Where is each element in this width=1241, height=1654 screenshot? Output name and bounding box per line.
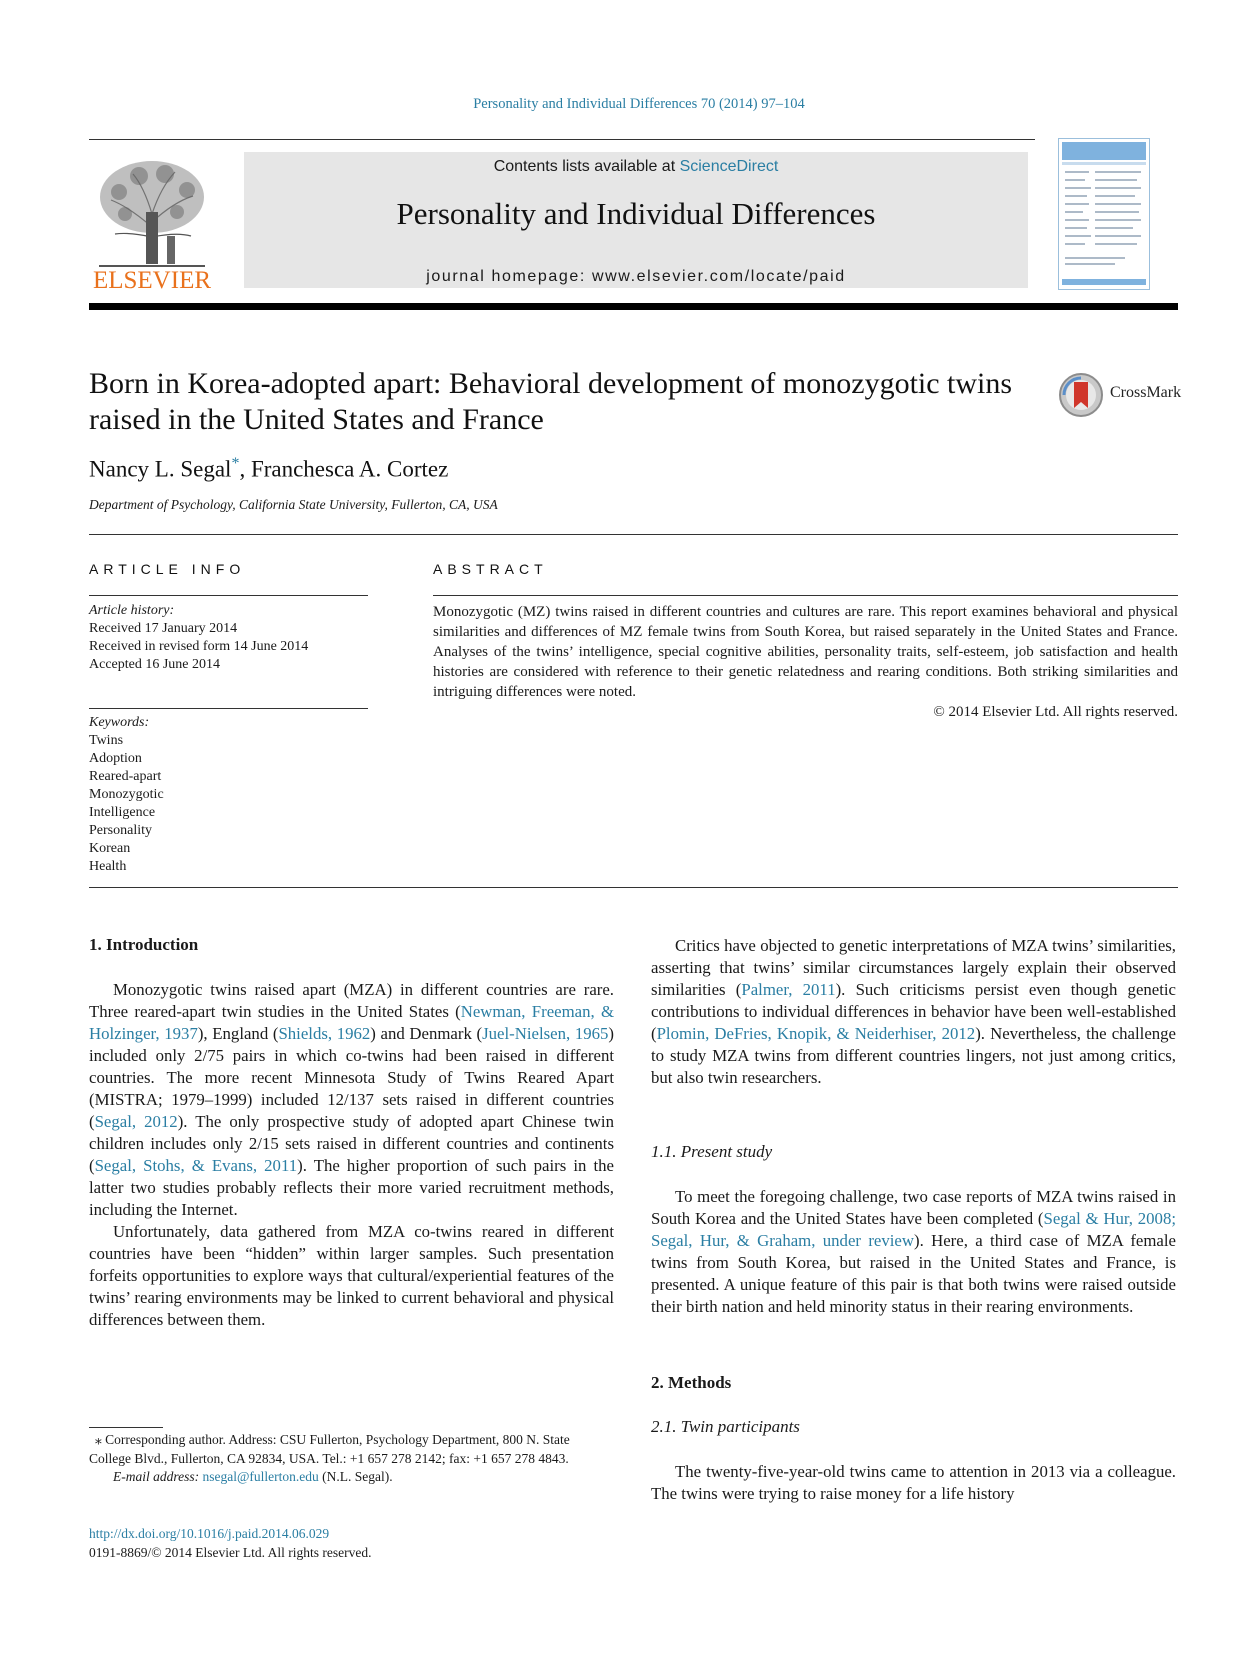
author-separator: , <box>239 456 251 482</box>
paragraph <box>651 935 1176 1089</box>
issn-copyright: 0191-8869/© 2014 Elsevier Ltd. All rights reserved. <box>89 1544 372 1560</box>
contents-line <box>244 158 1028 176</box>
keyword: Intelligence <box>89 805 156 820</box>
abstract-copyright: © 2014 Elsevier Ltd. All rights reserved. <box>933 704 1178 720</box>
paragraph-text: ). Such criticisms persist even though genetic contributions to individual differences in behavior have been well-established ( <box>651 980 1176 1043</box>
paragraph-text: ) included only 2/75 pairs in which co-twins had been raised in different countries. The more recent Minnesota Study of Twins Reared Apart (MISTRA; 1979–1999) included 12/137 sets raised in different countries ( <box>89 1024 614 1131</box>
crossmark-badge[interactable] <box>1058 372 1188 418</box>
citation-link[interactable]: Shields, 1962 <box>278 1024 371 1043</box>
citation-link[interactable]: Newman, Freeman, & Holzinger, 1937 <box>89 1002 615 1043</box>
keyword: Personality <box>89 823 152 838</box>
paragraph-text: ), England ( <box>197 1024 279 1043</box>
footnote-rule <box>89 1427 163 1428</box>
footnote <box>89 1431 614 1487</box>
paragraph: Unfortunately, data gathered from MZA co-twins reared in different countries have been “hidden” within larger samples. Such presentation forfeits opportunities to explore ways that cultural/experiential features of the twins’ rearing environments may be linked to current behavioral and physical differences between them. <box>89 1222 614 1329</box>
paragraph-text: Critics have objected to genetic interpretations of MZA twins’ similarities, asserting that twins’ similar circumstances largely explain their observed similarities ( <box>651 936 1176 999</box>
history-item: Received 17 January 2014 <box>89 621 238 636</box>
affiliation: Department of Psychology, California State University, Fullerton, CA, USA <box>89 497 498 512</box>
paragraph: The twenty-five-year-old twins came to attention in 2013 via a colleague. The twins were trying to raise money for a life history <box>651 1462 1176 1503</box>
keyword: Monozygotic <box>89 787 164 802</box>
paragraph <box>651 1186 1176 1318</box>
history-item: Received in revised form 14 June 2014 <box>89 639 309 654</box>
journal-homepage[interactable]: journal homepage: www.elsevier.com/locate/paid <box>426 268 846 285</box>
article-history <box>89 602 308 674</box>
corresponding-author-mark[interactable]: * <box>231 455 240 472</box>
section-heading: 2. Methods <box>651 1373 732 1392</box>
keyword: Health <box>89 859 127 874</box>
citation-link[interactable]: Juel-Nielsen, 1965 <box>482 1024 609 1043</box>
footnote-marker: ⁎ <box>95 1432 102 1447</box>
section-rule <box>89 887 1178 888</box>
sciencedirect-link[interactable]: ScienceDirect <box>679 158 779 175</box>
citation-link[interactable]: Segal & Hur, 2008; Segal, Hur, & Graham, under review <box>651 1209 1176 1250</box>
footnote-text: Corresponding author. Address: CSU Fullerton, Psychology Department, 800 N. State College Blvd., Fullerton, CA 92834, USA. Tel.: +1 657 278 2142; fax: +1 657 278 4843. <box>89 1432 570 1466</box>
header-rule <box>89 139 1035 140</box>
paragraph-text: Monozygotic twins raised apart (MZA) in different countries are rare. Three reared-apart twin studies in the United States ( <box>89 980 614 1021</box>
section-heading: 1. Introduction <box>89 935 199 954</box>
history-item: Accepted 16 June 2014 <box>89 657 221 672</box>
article-info-rule <box>89 708 368 709</box>
paragraph <box>89 979 614 1221</box>
paragraph-text: To meet the foregoing challenge, two case reports of MZA twins raised in South Korea and the United States have been completed ( <box>651 1187 1176 1228</box>
right-column-bottom <box>651 1461 1176 1505</box>
article-info-heading: ARTICLE INFO <box>89 561 246 577</box>
citation-link[interactable]: Segal, 2012 <box>94 1112 178 1131</box>
crossmark-icon <box>1058 372 1104 418</box>
footnote-corresponding <box>89 1431 614 1468</box>
elsevier-logo <box>89 152 215 292</box>
email-suffix: (N.L. Segal). <box>318 1469 393 1484</box>
email-link[interactable]: nsegal@fullerton.edu <box>202 1469 319 1484</box>
paragraph-text: ) and Denmark ( <box>370 1024 483 1043</box>
keywords-label: Keywords: <box>89 715 150 730</box>
contents-prefix: Contents lists available at <box>493 158 680 175</box>
subsection-heading: 1.1. Present study <box>651 1142 773 1161</box>
right-column-middle <box>651 1186 1176 1318</box>
keywords <box>89 714 164 876</box>
history-label: Article history: <box>89 603 175 618</box>
paragraph-text: ). Here, a third case of MZA female twins from South Korea, but raised in the United States and France, is presented. A unique feature of this pair is that both twins were raised outside their birth nation and held minority status in their rearing environments. <box>651 1231 1176 1316</box>
citation-link[interactable]: Segal, Stohs, & Evans, 2011 <box>94 1156 298 1175</box>
header-thick-rule <box>89 303 1178 310</box>
author-2[interactable]: Franchesca A. Cortez <box>250 456 449 482</box>
citation-link[interactable]: Palmer, 2011 <box>741 980 836 999</box>
left-column <box>89 979 614 1331</box>
keyword: Korean <box>89 841 131 856</box>
section-rule <box>89 534 1178 535</box>
citation-link[interactable]: Plomin, DeFries, Knopik, & Neiderhiser, 2012 <box>656 1024 976 1043</box>
doi-link[interactable]: http://dx.doi.org/10.1016/j.paid.2014.06.029 <box>89 1526 330 1541</box>
article-info-rule <box>89 595 368 596</box>
elsevier-wordmark: ELSEVIER <box>92 267 212 292</box>
journal-banner <box>244 152 1028 288</box>
journal-name: Personality and Individual Differences <box>396 196 876 231</box>
journal-cover-thumbnail <box>1058 138 1150 290</box>
abstract-body <box>433 602 1178 722</box>
abstract-heading: ABSTRACT <box>433 561 548 577</box>
doi-block <box>89 1525 371 1562</box>
abstract-rule <box>433 595 1178 596</box>
footnote-email <box>89 1468 614 1487</box>
author-1[interactable]: Nancy L. Segal <box>89 456 232 482</box>
email-label: E-mail address: <box>113 1469 203 1484</box>
keyword: Reared-apart <box>89 769 162 784</box>
paragraph-text: ). The only prospective study of adopted apart Chinese twin children includes only 2/15 sets raised in different countries and continents ( <box>89 1112 614 1175</box>
crossmark-label: CrossMark <box>1110 384 1182 401</box>
journal-citation[interactable]: Personality and Individual Differences 70 (2014) 97–104 <box>473 96 805 112</box>
article-title: Born in Korea-adopted apart: Behavioral development of monozygotic twins raised in the United States and France <box>89 367 1013 436</box>
author-list <box>89 455 448 483</box>
keyword: Adoption <box>89 751 142 766</box>
right-column-top <box>651 935 1176 1089</box>
abstract-text: Monozygotic (MZ) twins raised in different countries and cultures are rare. This report examines behavioral and physical similarities and differences of MZ female twins from South Korea, but raised separately in the United States and France. Analyses of the twins’ intelligence, special cognitive abilities, personality traits, self-esteem, job satisfaction and health histories are considered with reference to their genetic relatedness and rearing conditions. Both striking similarities and intriguing differences were noted. <box>433 604 1178 700</box>
paragraph-text: ). Nevertheless, the challenge to study MZA twins from different countries lingers, not just among critics, but also twin researchers. <box>651 1024 1176 1087</box>
keyword: Twins <box>89 733 124 748</box>
paragraph-text: ). The higher proportion of such pairs in the latter two studies probably reflects their more varied recruitment methods, including the Internet. <box>89 1156 615 1219</box>
subsection-heading: 2.1. Twin participants <box>651 1417 800 1436</box>
